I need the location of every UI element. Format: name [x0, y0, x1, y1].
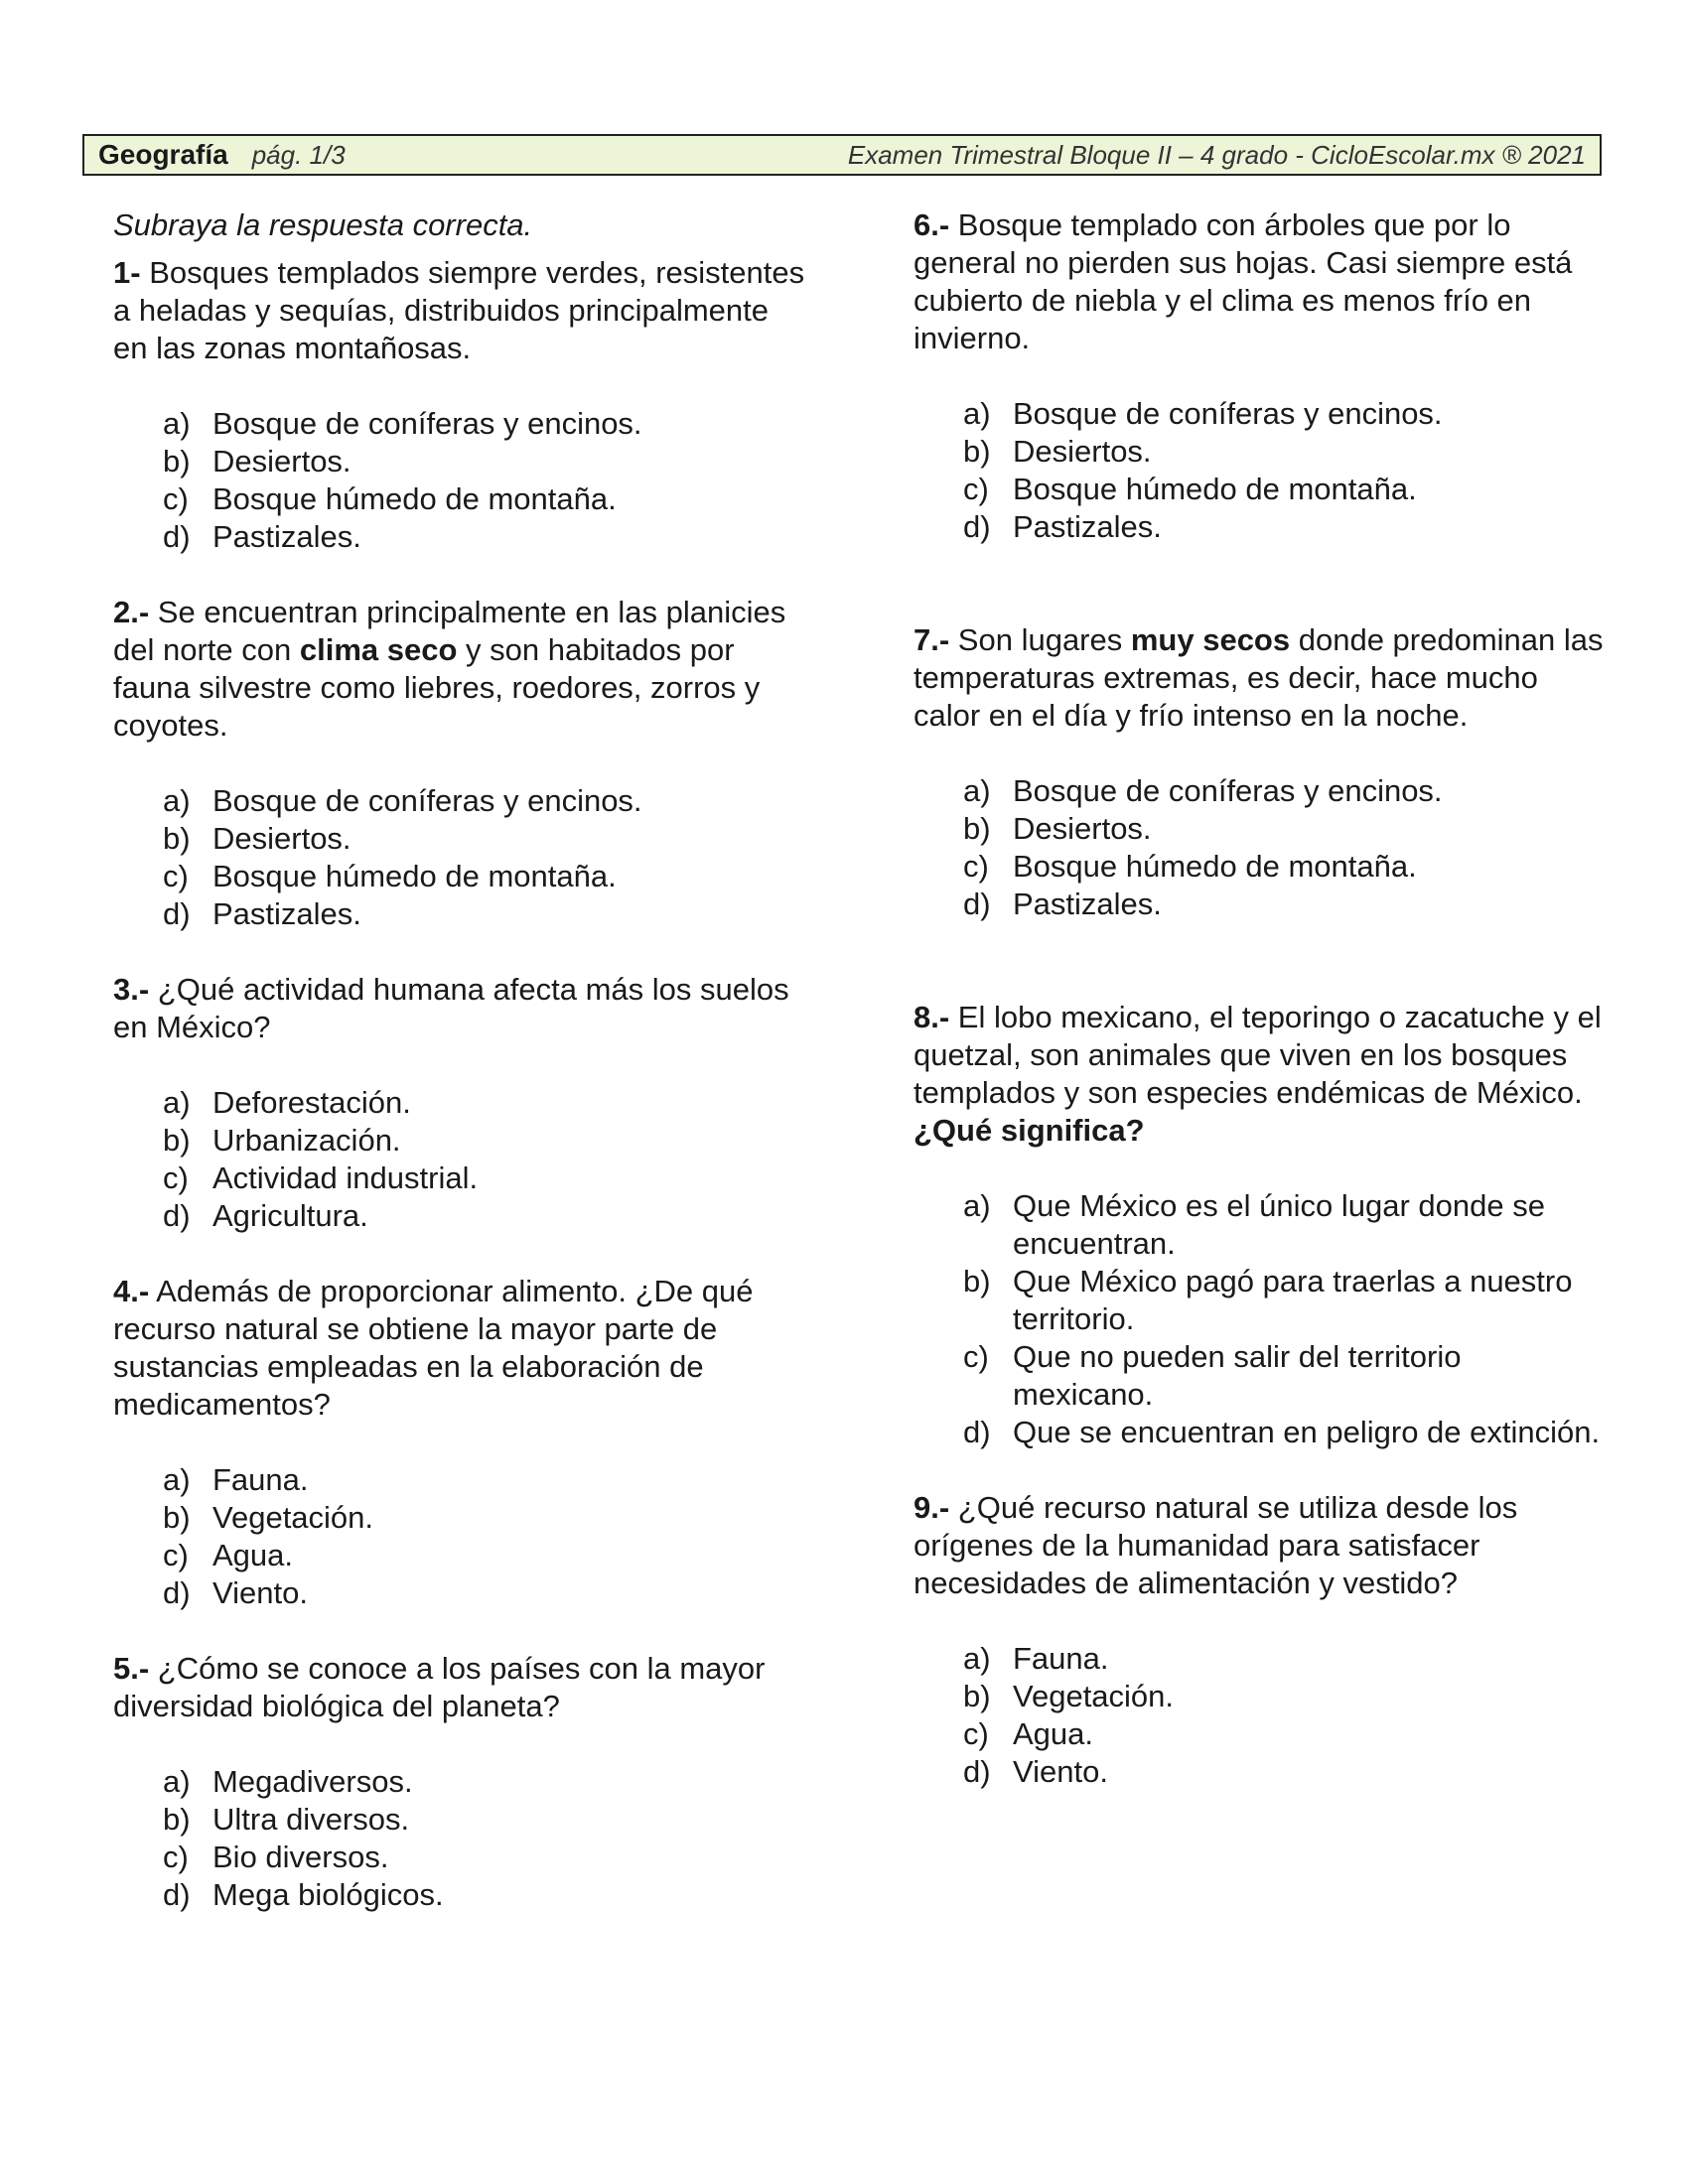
option-c[interactable]: c) Agua.: [163, 1538, 294, 1572]
option-a[interactable]: a) Megadiversos.: [163, 1764, 413, 1799]
question-3: [113, 971, 808, 1235]
question-5: [113, 1650, 808, 1914]
right-column: [914, 206, 1609, 1791]
question-6: [914, 206, 1609, 546]
question-text: 6.- Bosque templado con árboles que por lo general no pierden sus hojas. Casi siempre está cubierto de niebla y el clima es menos frío en invierno.: [914, 207, 1573, 355]
question-number: 3.-: [113, 972, 150, 1007]
question-9: [914, 1489, 1609, 1791]
option-b[interactable]: b) Vegetación.: [163, 1500, 374, 1535]
options-list: [914, 1187, 1609, 1451]
option-a[interactable]: a) Bosque de coníferas y encinos.: [163, 783, 642, 818]
question-text: 1- Bosques templados siempre verdes, resistentes a heladas y sequías, distribuidos principalmente en las zonas montañosas.: [113, 255, 805, 365]
option-b[interactable]: b) Desiertos.: [963, 811, 1152, 846]
option-b[interactable]: b) Ultra diversos.: [163, 1802, 410, 1837]
options-list: [914, 1640, 1609, 1791]
question-text: 3.- ¿Qué actividad humana afecta más los suelos en México?: [113, 972, 789, 1044]
options-list: [113, 1763, 808, 1914]
options-list: [113, 405, 808, 556]
question-4: [113, 1273, 808, 1612]
option-d[interactable]: d) Que se encuentran en peligro de extinción.: [963, 1415, 1601, 1449]
option-b[interactable]: b) Que México pagó para traerlas a nuestro territorio.: [963, 1264, 1573, 1336]
option-a[interactable]: a) Fauna.: [163, 1462, 309, 1497]
option-a[interactable]: a) Que México es el único lugar donde se encuentran.: [963, 1188, 1545, 1261]
options-list: [113, 1461, 808, 1612]
options-list: [113, 1084, 808, 1235]
question-number: 6.-: [914, 207, 950, 242]
question-text: 4.- Además de proporcionar alimento. ¿De qué recurso natural se obtiene la mayor parte de sustancias empleadas en la elaboración de medicamentos?: [113, 1274, 754, 1422]
option-d[interactable]: d) Viento.: [163, 1575, 308, 1610]
option-b[interactable]: b) Desiertos.: [163, 821, 352, 856]
option-d[interactable]: d) Pastizales.: [163, 896, 361, 931]
option-d[interactable]: d) Viento.: [963, 1754, 1108, 1789]
question-number: 8.-: [914, 1000, 950, 1034]
option-b[interactable]: b) Urbanización.: [163, 1123, 401, 1158]
left-column: [113, 206, 808, 1914]
option-b[interactable]: b) Desiertos.: [963, 434, 1152, 469]
subject-title: Geografía: [98, 139, 228, 170]
option-c[interactable]: c) Bosque húmedo de montaña.: [963, 472, 1417, 506]
page-number: pág. 1/3: [251, 139, 346, 170]
option-a[interactable]: a) Bosque de coníferas y encinos.: [963, 396, 1443, 431]
option-b[interactable]: b) Desiertos.: [163, 444, 352, 478]
option-c[interactable]: c) Bosque húmedo de montaña.: [163, 481, 617, 516]
options-list: [914, 395, 1609, 546]
option-b[interactable]: b) Vegetación.: [963, 1679, 1175, 1713]
option-c[interactable]: c) Actividad industrial.: [163, 1160, 479, 1195]
option-a[interactable]: a) Bosque de coníferas y encinos.: [163, 406, 642, 441]
question-number: 9.-: [914, 1490, 950, 1525]
option-c[interactable]: c) Bio diversos.: [163, 1840, 389, 1874]
option-a[interactable]: a) Bosque de coníferas y encinos.: [963, 773, 1443, 808]
question-number: 7.-: [914, 622, 950, 657]
option-d[interactable]: d) Mega biológicos.: [163, 1877, 444, 1912]
question-number: 1-: [113, 255, 141, 290]
instruction-text: Subraya la respuesta correcta.: [113, 207, 533, 242]
question-text: 2.- Se encuentran principalmente en las planicies del norte con clima seco y son habitados por fauna silvestre como liebres, roedores, zorros y coyotes.: [113, 595, 786, 743]
emphasis: muy secos: [1130, 622, 1291, 657]
question-number: 2.-: [113, 595, 150, 629]
question-text: 5.- ¿Cómo se conoce a los países con la mayor diversidad biológica del planeta?: [113, 1651, 766, 1723]
option-d[interactable]: d) Pastizales.: [963, 509, 1162, 544]
page-header: [82, 134, 1602, 176]
question-1: [113, 254, 808, 556]
option-a[interactable]: a) Deforestación.: [163, 1085, 411, 1120]
option-d[interactable]: d) Agricultura.: [163, 1198, 368, 1233]
option-c[interactable]: c) Bosque húmedo de montaña.: [163, 859, 617, 893]
option-d[interactable]: d) Pastizales.: [163, 519, 361, 554]
question-7: [914, 621, 1609, 923]
question-8: [914, 999, 1609, 1451]
option-a[interactable]: a) Fauna.: [963, 1641, 1109, 1676]
question-number: 5.-: [113, 1651, 150, 1686]
exam-title: Examen Trimestral Bloque II – 4 grado - CicloEscolar.mx ® 2021: [847, 139, 1586, 170]
emphasis: ¿Qué significa?: [914, 1113, 1145, 1148]
options-list: [914, 772, 1609, 923]
option-c[interactable]: c) Agua.: [963, 1716, 1094, 1751]
option-c[interactable]: c) Bosque húmedo de montaña.: [963, 849, 1417, 884]
question-text: 7.- Son lugares muy secos donde predominan las temperaturas extremas, es decir, hace mucho calor en el día y frío intenso en la noche.: [914, 622, 1604, 733]
option-d[interactable]: d) Pastizales.: [963, 887, 1162, 921]
question-text: 9.- ¿Qué recurso natural se utiliza desde los orígenes de la humanidad para satisfacer necesidades de alimentación y vestido?: [914, 1490, 1518, 1600]
question-text: 8.- El lobo mexicano, el teporingo o zacatuche y el quetzal, son animales que viven en los bosques templados y son especies endémicas de México. ¿Qué significa?: [914, 1000, 1602, 1148]
options-list: [113, 782, 808, 933]
option-c[interactable]: c) Que no pueden salir del territorio mexicano.: [963, 1339, 1462, 1412]
question-2: [113, 594, 808, 933]
question-number: 4.-: [113, 1274, 150, 1308]
emphasis: clima seco: [299, 632, 458, 667]
